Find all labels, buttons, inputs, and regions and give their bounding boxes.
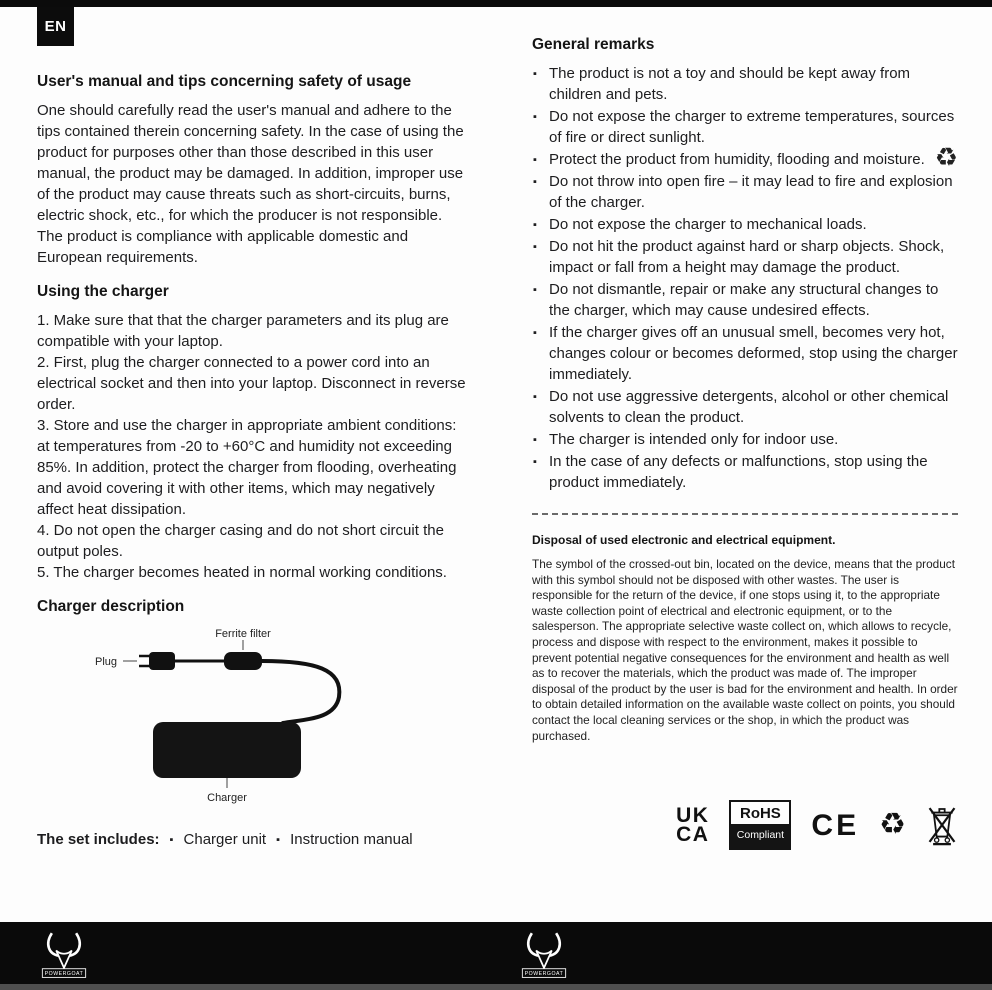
safety-paragraph: One should carefully read the user's manual and adhere to the tips contained therein concerning safety. In the case of using the product for purposes other than those described in this user manual, the product may be damaged. In addition, improper use of the product may cause threats such as short-circuits, burns, electric shock, etc., for which the producer is not responsible. The product is compliance with applicable domestic and European requirements. bbox=[37, 102, 464, 266]
top-edge-bar bbox=[0, 0, 992, 7]
set-includes-item: ▪ Charger unit bbox=[170, 829, 267, 850]
set-includes-label: The set includes: bbox=[37, 831, 160, 848]
remark-item: ▪ Do not hit the product against hard or sharp objects. Shock, impact or fall from a height may damage the product. bbox=[532, 236, 958, 278]
disposal-paragraph: The symbol of the crossed-out bin, located on the device, means that the product with this symbol should not be disposed with other wastes. The user is responsible for the return of the device, if one stops using it, to the appropriate waste collection point of electrical and electronic equipment, or to the salesperson. The appropriate selective waste collect on, which allows to recycle, process and dispose with respect to the environment, makes it possible to prevent potential negative consequences for the environment and health as well as to recover the materials, which the product was made of. The improper disposal of the product by the user is bad for the environment and health. In order to obtain detailed information on the available waste collect on points, you should contact the local cleaning services or the shop, in which the product was purchased. bbox=[532, 557, 958, 743]
remark-item: ▪ Do not dismantle, repair or make any structural changes to the charger, which may cause undesired effects. bbox=[532, 279, 958, 321]
plug-connector-icon bbox=[149, 652, 175, 670]
remark-item: ▪ Do not expose the charger to extreme temperatures, sources of fire or direct sunlight. bbox=[532, 106, 958, 148]
general-remarks-list bbox=[532, 63, 958, 493]
disposal-heading: Disposal of used electronic and electrical equipment. bbox=[532, 533, 836, 547]
cable-curve bbox=[262, 661, 339, 723]
right-column bbox=[532, 34, 958, 850]
plug-label: Plug bbox=[95, 656, 118, 668]
ce-mark-icon: CE bbox=[811, 808, 860, 842]
using-step: 2. First, plug the charger connected to a power cord into an electrical socket and then into your laptop. Disconnect in reverse order. bbox=[37, 354, 466, 413]
charger-brick-icon bbox=[153, 722, 301, 778]
using-heading: Using the charger bbox=[37, 283, 169, 300]
weee-crossed-bin-icon bbox=[926, 802, 958, 848]
brand-label: POWERGOAT bbox=[44, 971, 84, 978]
powergoat-logo-icon bbox=[518, 927, 570, 981]
powergoat-logo-icon bbox=[38, 927, 90, 981]
left-column bbox=[37, 58, 469, 850]
remark-item: ▪ The charger is intended only for indoor use. bbox=[532, 429, 958, 450]
remark-item: ▪ Do not throw into open fire – it may lead to fire and explosion of the charger. bbox=[532, 171, 958, 213]
remark-item: ▪ Do not expose the charger to mechanical loads. bbox=[532, 214, 958, 235]
ukca-line2: CA bbox=[676, 823, 710, 847]
compliance-marks-row bbox=[532, 800, 958, 850]
recycle-icon: ♻ bbox=[934, 142, 958, 172]
using-step: 5. The charger becomes heated in normal working conditions. bbox=[37, 564, 447, 581]
using-step: 1. Make sure that that the charger parameters and its plug are compatible with your laptop. bbox=[37, 312, 449, 350]
bottom-edge-strip bbox=[0, 984, 992, 990]
rohs-title: RoHS bbox=[739, 805, 781, 823]
using-step: 4. Do not open the charger casing and do not short circuit the output poles. bbox=[37, 522, 444, 560]
rohs-subtitle: Compliant bbox=[731, 824, 789, 848]
ferrite-filter-icon bbox=[224, 652, 262, 670]
ukca-line1: UK bbox=[676, 804, 710, 828]
set-includes-item: ▪ Instruction manual bbox=[276, 829, 413, 850]
safety-heading: User's manual and tips concerning safety of usage bbox=[37, 73, 412, 90]
remark-item: ▪ If the charger gives off an unusual smell, becomes very hot, changes colour or becomes deformed, stop using the charger immediately. bbox=[532, 322, 958, 385]
remark-item: ▪ Protect the product from humidity, flooding and moisture. bbox=[532, 149, 958, 170]
charger-label: Charger bbox=[207, 792, 247, 804]
dashed-divider bbox=[532, 513, 958, 515]
rohs-mark-icon bbox=[729, 800, 791, 850]
remark-item: ▪ The product is not a toy and should be kept away from children and pets. bbox=[532, 63, 958, 105]
bottom-bar bbox=[0, 922, 992, 984]
language-badge: EN bbox=[37, 7, 74, 46]
remark-item: ▪ In the case of any defects or malfunctions, stop using the product immediately. bbox=[532, 451, 958, 493]
ferrite-filter-label: Ferrite filter bbox=[215, 628, 271, 640]
brand-label: POWERGOAT bbox=[524, 971, 564, 978]
general-remarks-heading: General remarks bbox=[532, 36, 655, 53]
charger-diagram bbox=[93, 625, 393, 805]
using-step: 3. Store and use the charger in appropriate ambient conditions: at temperatures from -20 to +60°C and humidity not exceeding 85%. In addition, protect the charger from flooding, overheating and avoid covering it with other items, which may negatively affect heat dissipation. bbox=[37, 417, 457, 518]
set-includes-row bbox=[37, 829, 469, 850]
ukca-mark-icon bbox=[676, 804, 710, 847]
remark-item: ▪ Do not use aggressive detergents, alcohol or other chemical solvents to clean the product. bbox=[532, 386, 958, 428]
charger-description-heading: Charger description bbox=[37, 598, 185, 615]
recycle-loop-icon: ♻ bbox=[879, 808, 906, 842]
